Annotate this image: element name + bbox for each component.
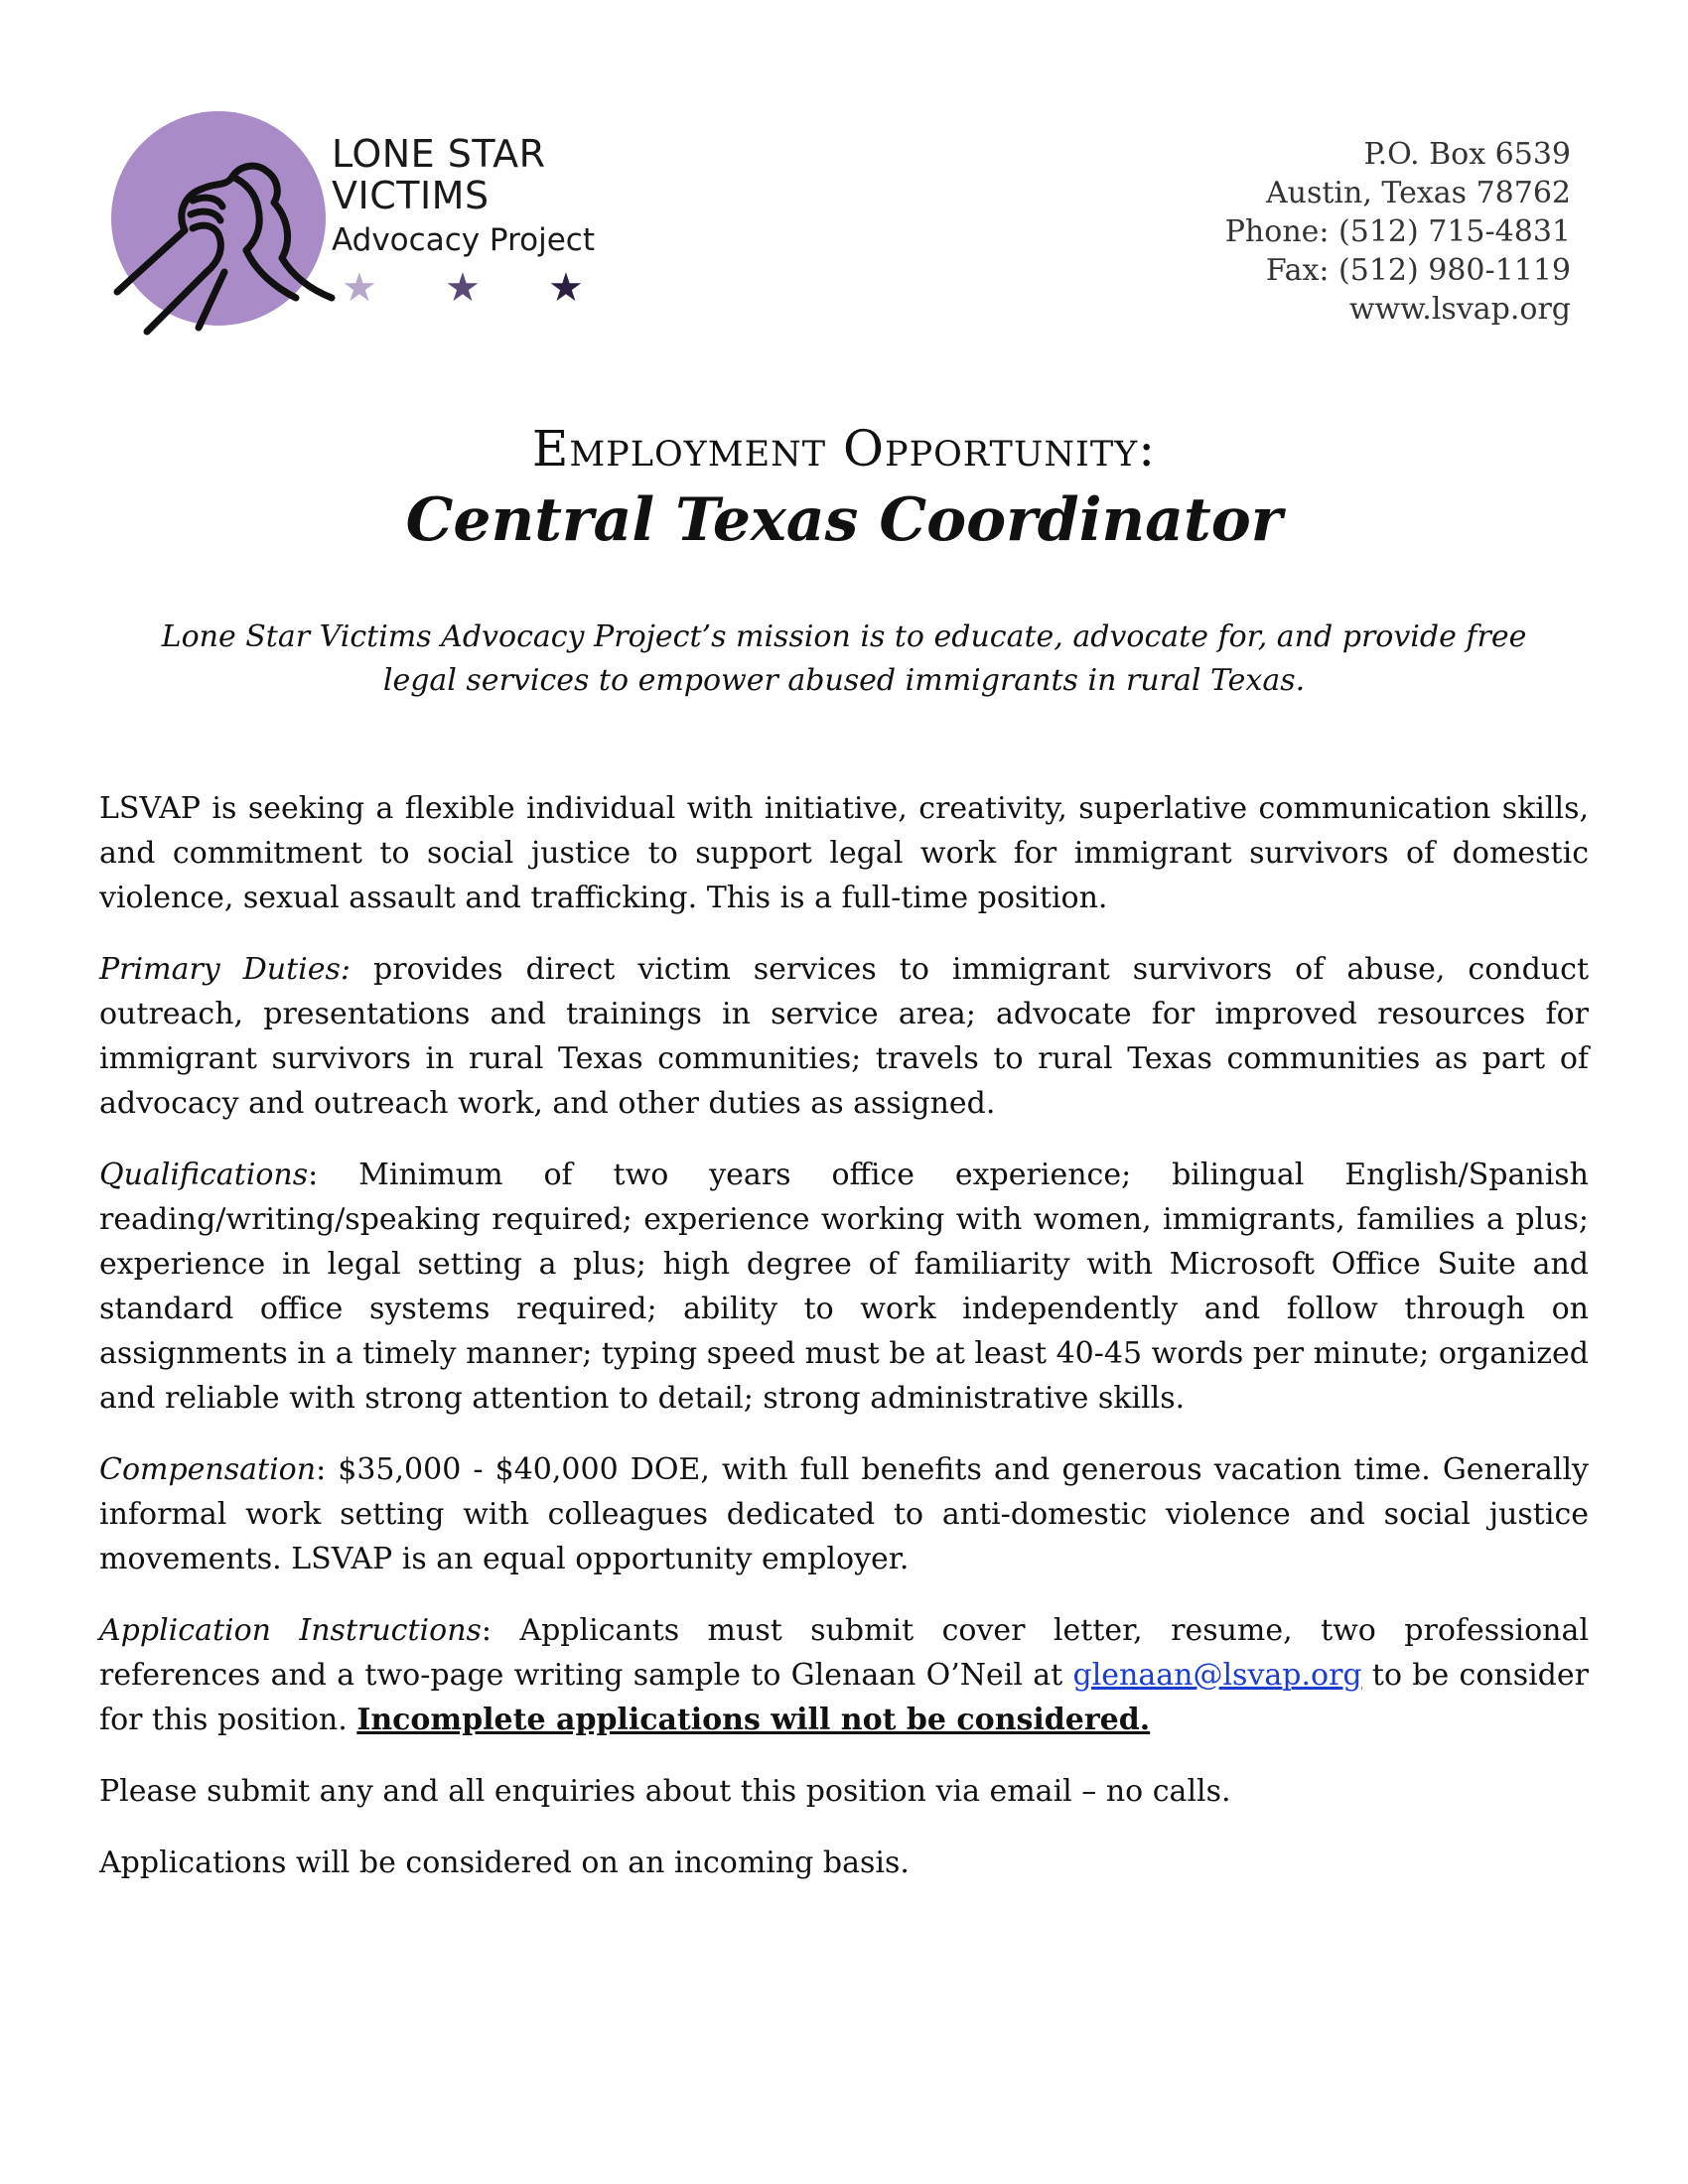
compensation-paragraph <box>99 1447 1589 1581</box>
qualifications-label: Qualifications <box>99 1158 309 1192</box>
website: www.lsvap.org <box>1348 292 1571 327</box>
application-paragraph <box>99 1608 1589 1742</box>
application-label: Application Instructions <box>99 1613 482 1648</box>
email-link[interactable]: glenaan@lsvap.org <box>1072 1658 1362 1693</box>
position-title: Central Texas Coordinator <box>405 485 1283 555</box>
compensation-label: Compensation <box>99 1452 317 1487</box>
page-title <box>0 417 1688 560</box>
contact-info <box>1225 135 1571 329</box>
incomplete-warning: Incomplete applications will not be considered. <box>356 1703 1151 1737</box>
logo-line-victims: VICTIMS <box>332 174 490 217</box>
title-kicker: Employment Opportunity: <box>531 420 1157 478</box>
qualifications-paragraph <box>99 1153 1589 1421</box>
fax-number: Fax: (512) 980-1119 <box>1265 253 1571 288</box>
po-box: P.O. Box 6539 <box>1363 137 1571 172</box>
mission-statement: Lone Star Victims Advocacy Project’s mission is to educate, advocate for, and provide free legal services to empower abused immigrants in rural Texas. <box>161 619 1527 698</box>
compensation-text: : $35,000 - $40,000 DOE, with full benefits and generous vacation time. Generally informal work setting with colleagues dedicated to anti-domestic violence and social justice movements. LSVAP is an equal opportunity employer. <box>99 1452 1589 1576</box>
qualifications-text: : Minimum of two years office experience; bilingual English/Spanish reading/writing/speaking required; experience working with women, immigrants, families a plus; experience in legal setting a plus; high degree of familiarity with Microsoft Office Suite and standard office systems required; ability to work independently and follow through on assignments in a timely manner; typing speed must be at least 40-45 words per minute; organized and reliable with strong attention to detail; strong administrative skills. <box>99 1158 1589 1416</box>
duties-paragraph <box>99 947 1589 1126</box>
star-icon: ★ <box>342 265 377 311</box>
application-text-after: to be consider for this position. <box>99 1658 1589 1737</box>
job-description <box>99 786 1589 1912</box>
star-icon: ★ <box>445 265 481 311</box>
duties-text: provides direct victim services to immigrant survivors of abuse, conduct outreach, presentations and trainings in service area; advocate for improved resources for immigrant survivors in rural Texas communities; travels to rural Texas communities as part of advocacy and outreach work, and other duties as assigned. <box>99 952 1590 1121</box>
clasped-hands-icon <box>107 123 346 351</box>
star-icon: ★ <box>548 265 584 311</box>
application-text-before: : Applicants must submit cover letter, resume, two professional references and a two-page writing sample to Glenaan O’Neil at <box>99 1613 1589 1693</box>
phone-number: Phone: (512) 715-4831 <box>1224 214 1571 249</box>
logo-wordmark <box>332 133 595 262</box>
closing-paragraph: Applications will be considered on an incoming basis. <box>99 1845 910 1880</box>
duties-label: Primary Duties: <box>99 952 352 987</box>
intro-paragraph: LSVAP is seeking a flexible individual with initiative, creativity, superlative communication skills, and commitment to social justice to support legal work for immigrant survivors of domestic violence, sexual assault and trafficking. This is a full-time position. <box>99 791 1589 915</box>
logo-line-lone-star: LONE STAR <box>332 132 546 176</box>
letterhead <box>0 0 1688 357</box>
logo-stars <box>342 265 600 318</box>
enquiries-paragraph: Please submit any and all enquiries about this position via email – no calls. <box>99 1774 1231 1809</box>
organization-logo <box>107 107 624 336</box>
logo-line-advocacy-project: Advocacy Project <box>332 222 595 258</box>
city-state-zip: Austin, Texas 78762 <box>1265 176 1571 210</box>
